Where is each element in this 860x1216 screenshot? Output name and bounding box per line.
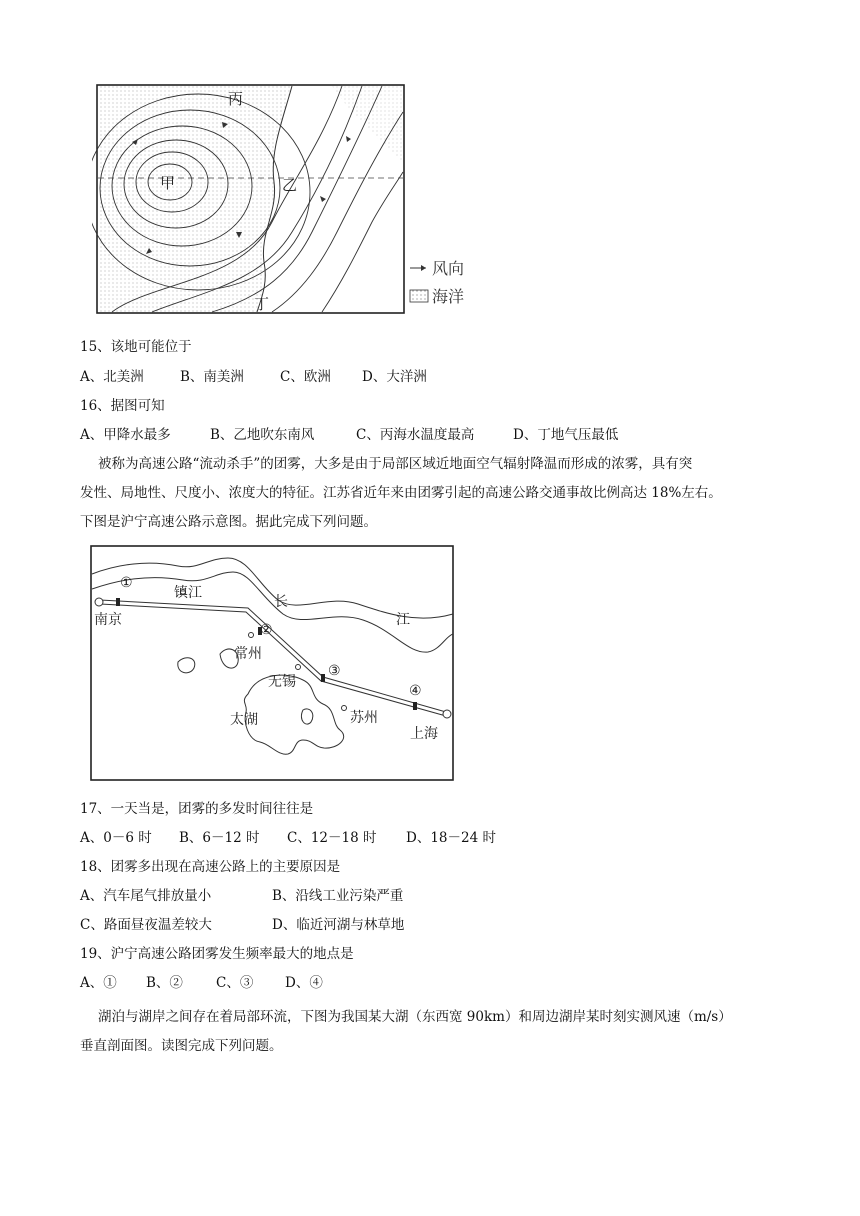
q18-option-row1 [80,887,403,905]
intro1-line2: 发性、局地性、尺度小、浓度大的特征。江苏省近年来由团雾引起的高速公路交通事故比例高达 18%左右。 [80,485,722,501]
q17-options [80,829,496,847]
q17-option-b[interactable]: B、6－12 时 [179,830,260,846]
city-suzhou: 苏州 [350,710,378,726]
intro2-line2: 垂直剖面图。读图完成下列问题。 [80,1038,283,1054]
q17-stem: 17、一天当是，团雾的多发时间往往是 [80,801,314,817]
q18-option-c[interactable]: C、路面昼夜温差较大 [80,917,212,933]
city-wuxi: 无锡 [268,674,296,690]
city-nanjing: 南京 [94,612,122,628]
q18-option-b[interactable]: B、沿线工业污染严重 [272,888,404,904]
q15-option-d[interactable]: D、大洋洲 [362,369,427,385]
point-4: ④ [409,683,422,699]
q19-option-a[interactable]: A、① [80,975,117,991]
lake-taihu-label: 太湖 [230,712,258,728]
q19-option-d[interactable]: D、④ [285,975,323,991]
q15-option-a[interactable]: A、北美洲 [80,369,144,385]
legend-ocean-swatch [410,290,428,302]
q15-option-b[interactable]: B、南美洲 [180,369,244,385]
q18-option-d[interactable]: D、临近河湖与林草地 [272,917,405,933]
huning-expressway-map [88,544,458,784]
q18-option-a[interactable]: A、汽车尾气排放量小 [80,888,212,904]
q19-option-c[interactable]: C、③ [216,975,254,991]
q16-option-d[interactable]: D、丁地气压最低 [513,427,619,443]
q15-option-c[interactable]: C、欧洲 [280,369,331,385]
q16-option-b[interactable]: B、乙地吹东南风 [210,427,315,443]
label-jia: 甲 [160,174,176,192]
q18-option-row2 [80,916,404,934]
intro1-line3: 下图是沪宁高速公路示意图。据此完成下列问题。 [80,514,377,530]
intro2-line1: 湖泊与湖岸之间存在着局部环流，下图为我国某大湖（东西宽 90km）和周边湖岸某时刻实测风速（m/s） [98,1009,732,1025]
label-ding: 丁 [254,295,270,313]
river-chang: 长 [274,594,288,610]
q15-stem: 15、该地可能位于 [80,339,192,355]
city-changzhou: 常州 [234,646,262,662]
q17-option-a[interactable]: A、0－6 时 [80,830,152,846]
label-yi: 乙 [282,176,298,194]
legend-ocean-label: 海洋 [432,287,465,306]
cyclone-wind-map [92,82,512,327]
q18-stem: 18、团雾多出现在高速公路上的主要原因是 [80,859,341,875]
q17-option-d[interactable]: D、18－24 时 [406,830,496,846]
q19-options [80,974,323,992]
q17-option-c[interactable]: C、12－18 时 [287,830,377,846]
q16-stem: 16、据图可知 [80,398,165,414]
label-bing: 丙 [228,90,244,108]
river-jiang: 江 [396,612,410,628]
q19-stem: 19、沪宁高速公路团雾发生频率最大的地点是 [80,946,354,962]
q19-option-b[interactable]: B、② [146,975,183,991]
q16-option-c[interactable]: C、丙海水温度最高 [356,427,475,443]
intro1-line1: 被称为高速公路“流动杀手”的团雾，大多是由于局部区域近地面空气辐射降温而形成的浓雾，具有突 [98,456,693,472]
city-shanghai: 上海 [410,726,438,742]
q16-options [80,426,618,444]
point-2: ② [260,622,273,638]
legend-wind-label: 风向 [432,259,465,278]
point-3: ③ [328,663,341,679]
city-zhenjiang: 镇江 [174,585,202,601]
q15-options [80,368,427,386]
q16-option-a[interactable]: A、甲降水最多 [80,427,171,443]
point-1: ① [120,575,133,591]
